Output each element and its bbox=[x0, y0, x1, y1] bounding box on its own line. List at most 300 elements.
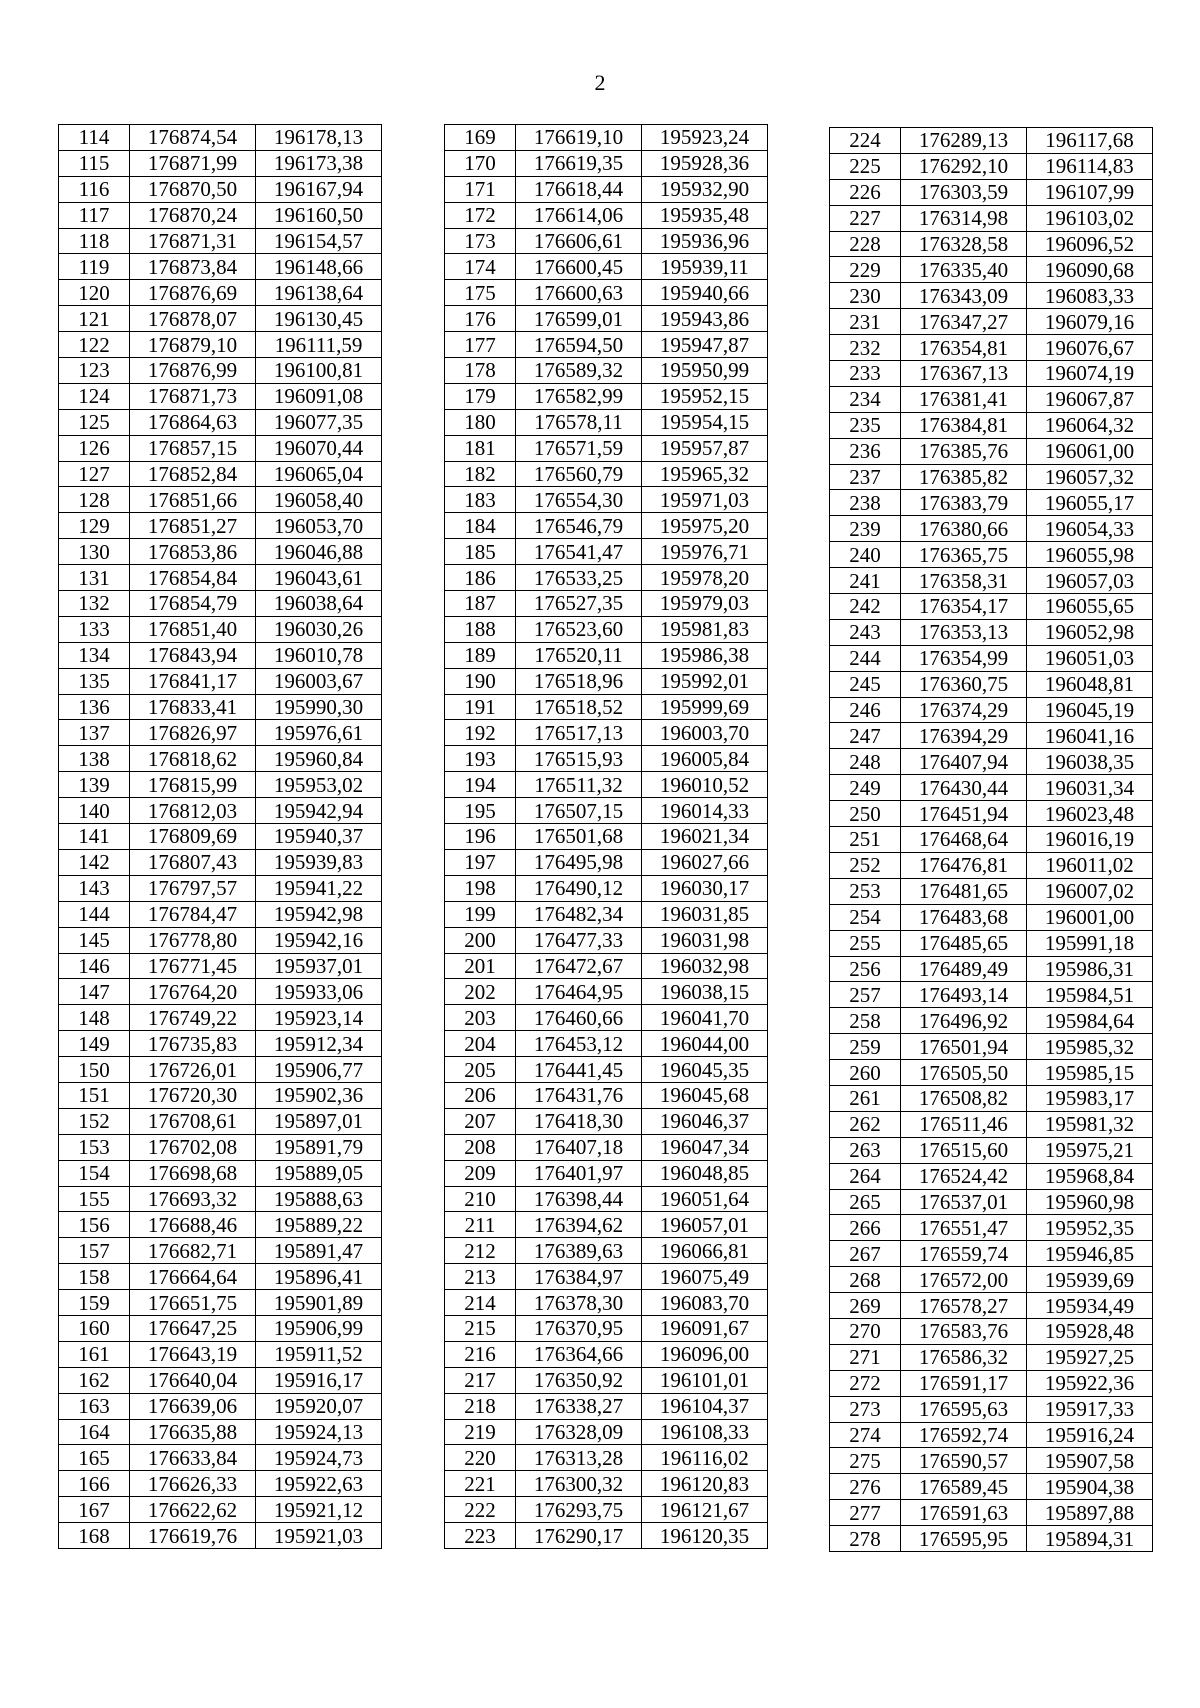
table-row bbox=[59, 409, 382, 435]
table-row bbox=[59, 746, 382, 772]
table-row bbox=[830, 697, 1153, 723]
table-row bbox=[830, 1474, 1153, 1500]
y-coordinate-cell: 196048,85 bbox=[642, 1160, 768, 1186]
table-row bbox=[59, 435, 382, 461]
table-row bbox=[830, 257, 1153, 283]
y-coordinate-cell: 195943,86 bbox=[642, 306, 768, 332]
y-coordinate-cell: 195960,84 bbox=[256, 746, 382, 772]
point-number-cell: 182 bbox=[445, 461, 516, 487]
table-row bbox=[445, 539, 768, 565]
table-row bbox=[59, 772, 382, 798]
x-coordinate-cell: 176511,46 bbox=[901, 1111, 1027, 1137]
x-coordinate-cell: 176464,95 bbox=[516, 979, 642, 1005]
y-coordinate-cell: 196055,65 bbox=[1027, 594, 1153, 620]
y-coordinate-cell: 195922,63 bbox=[256, 1471, 382, 1497]
point-number-cell: 142 bbox=[59, 849, 130, 875]
point-number-cell: 193 bbox=[445, 746, 516, 772]
x-coordinate-cell: 176854,79 bbox=[130, 591, 256, 617]
table-row bbox=[445, 953, 768, 979]
point-number-cell: 226 bbox=[830, 179, 901, 205]
coordinates-table-2 bbox=[444, 124, 768, 1549]
y-coordinate-cell: 196116,02 bbox=[642, 1445, 768, 1471]
y-coordinate-cell: 196117,68 bbox=[1027, 128, 1153, 154]
point-number-cell: 123 bbox=[59, 358, 130, 384]
point-number-cell: 124 bbox=[59, 383, 130, 409]
y-coordinate-cell: 195941,22 bbox=[256, 875, 382, 901]
point-number-cell: 180 bbox=[445, 409, 516, 435]
x-coordinate-cell: 176864,63 bbox=[130, 409, 256, 435]
point-number-cell: 145 bbox=[59, 927, 130, 953]
y-coordinate-cell: 195896,41 bbox=[256, 1264, 382, 1290]
y-coordinate-cell: 195891,79 bbox=[256, 1134, 382, 1160]
x-coordinate-cell: 176364,66 bbox=[516, 1341, 642, 1367]
x-coordinate-cell: 176468,64 bbox=[901, 827, 1027, 853]
table-row bbox=[830, 1189, 1153, 1215]
y-coordinate-cell: 196077,35 bbox=[256, 409, 382, 435]
point-number-cell: 255 bbox=[830, 930, 901, 956]
table-row bbox=[830, 361, 1153, 387]
x-coordinate-cell: 176496,92 bbox=[901, 1008, 1027, 1034]
table-row bbox=[59, 383, 382, 409]
x-coordinate-cell: 176619,10 bbox=[516, 125, 642, 151]
y-coordinate-cell: 196096,00 bbox=[642, 1341, 768, 1367]
x-coordinate-cell: 176370,95 bbox=[516, 1315, 642, 1341]
y-coordinate-cell: 196120,83 bbox=[642, 1471, 768, 1497]
y-coordinate-cell: 195991,18 bbox=[1027, 930, 1153, 956]
y-coordinate-cell: 196021,34 bbox=[642, 824, 768, 850]
point-number-cell: 196 bbox=[445, 824, 516, 850]
point-number-cell: 150 bbox=[59, 1057, 130, 1083]
point-number-cell: 115 bbox=[59, 150, 130, 176]
table-row bbox=[445, 125, 768, 151]
y-coordinate-cell: 195985,15 bbox=[1027, 1060, 1153, 1086]
y-coordinate-cell: 196047,34 bbox=[642, 1134, 768, 1160]
point-number-cell: 143 bbox=[59, 875, 130, 901]
x-coordinate-cell: 176523,60 bbox=[516, 616, 642, 642]
point-number-cell: 218 bbox=[445, 1393, 516, 1419]
point-number-cell: 117 bbox=[59, 202, 130, 228]
table-row bbox=[830, 775, 1153, 801]
table-row bbox=[830, 1008, 1153, 1034]
point-number-cell: 259 bbox=[830, 1034, 901, 1060]
point-number-cell: 179 bbox=[445, 383, 516, 409]
y-coordinate-cell: 195889,22 bbox=[256, 1212, 382, 1238]
table-row bbox=[59, 150, 382, 176]
x-coordinate-cell: 176618,44 bbox=[516, 176, 642, 202]
x-coordinate-cell: 176826,97 bbox=[130, 720, 256, 746]
x-coordinate-cell: 176807,43 bbox=[130, 849, 256, 875]
point-number-cell: 210 bbox=[445, 1186, 516, 1212]
table-row bbox=[445, 1523, 768, 1549]
table-row bbox=[445, 202, 768, 228]
table-row bbox=[59, 875, 382, 901]
y-coordinate-cell: 196107,99 bbox=[1027, 179, 1153, 205]
table-row bbox=[445, 901, 768, 927]
point-number-cell: 219 bbox=[445, 1419, 516, 1445]
point-number-cell: 147 bbox=[59, 979, 130, 1005]
table-row bbox=[445, 1134, 768, 1160]
x-coordinate-cell: 176354,99 bbox=[901, 645, 1027, 671]
coordinates-table-1 bbox=[58, 124, 382, 1549]
x-coordinate-cell: 176507,15 bbox=[516, 798, 642, 824]
point-number-cell: 156 bbox=[59, 1212, 130, 1238]
x-coordinate-cell: 176589,45 bbox=[901, 1474, 1027, 1500]
point-number-cell: 198 bbox=[445, 875, 516, 901]
x-coordinate-cell: 176378,30 bbox=[516, 1290, 642, 1316]
table-row bbox=[445, 772, 768, 798]
x-coordinate-cell: 176874,54 bbox=[130, 125, 256, 151]
point-number-cell: 211 bbox=[445, 1212, 516, 1238]
point-number-cell: 197 bbox=[445, 849, 516, 875]
point-number-cell: 250 bbox=[830, 801, 901, 827]
x-coordinate-cell: 176554,30 bbox=[516, 487, 642, 513]
table-row bbox=[830, 283, 1153, 309]
y-coordinate-cell: 196148,66 bbox=[256, 254, 382, 280]
y-coordinate-cell: 196005,84 bbox=[642, 746, 768, 772]
point-number-cell: 146 bbox=[59, 953, 130, 979]
x-coordinate-cell: 176589,32 bbox=[516, 358, 642, 384]
y-coordinate-cell: 195939,83 bbox=[256, 849, 382, 875]
point-number-cell: 260 bbox=[830, 1060, 901, 1086]
y-coordinate-cell: 196045,35 bbox=[642, 1057, 768, 1083]
table-row bbox=[445, 513, 768, 539]
y-coordinate-cell: 196055,98 bbox=[1027, 542, 1153, 568]
point-number-cell: 204 bbox=[445, 1031, 516, 1057]
table-row bbox=[445, 306, 768, 332]
y-coordinate-cell: 196101,01 bbox=[642, 1367, 768, 1393]
point-number-cell: 129 bbox=[59, 513, 130, 539]
table-row bbox=[830, 1111, 1153, 1137]
x-coordinate-cell: 176490,12 bbox=[516, 875, 642, 901]
y-coordinate-cell: 196120,35 bbox=[642, 1523, 768, 1549]
table-row bbox=[445, 280, 768, 306]
x-coordinate-cell: 176527,35 bbox=[516, 591, 642, 617]
x-coordinate-cell: 176335,40 bbox=[901, 257, 1027, 283]
point-number-cell: 258 bbox=[830, 1008, 901, 1034]
table-row bbox=[830, 982, 1153, 1008]
y-coordinate-cell: 196046,88 bbox=[256, 539, 382, 565]
x-coordinate-cell: 176394,29 bbox=[901, 723, 1027, 749]
x-coordinate-cell: 176735,83 bbox=[130, 1031, 256, 1057]
point-number-cell: 160 bbox=[59, 1315, 130, 1341]
x-coordinate-cell: 176537,01 bbox=[901, 1189, 1027, 1215]
x-coordinate-cell: 176664,64 bbox=[130, 1264, 256, 1290]
x-coordinate-cell: 176871,99 bbox=[130, 150, 256, 176]
y-coordinate-cell: 195906,99 bbox=[256, 1315, 382, 1341]
x-coordinate-cell: 176517,13 bbox=[516, 720, 642, 746]
x-coordinate-cell: 176720,30 bbox=[130, 1082, 256, 1108]
x-coordinate-cell: 176313,28 bbox=[516, 1445, 642, 1471]
y-coordinate-cell: 195981,83 bbox=[642, 616, 768, 642]
y-coordinate-cell: 195939,69 bbox=[1027, 1267, 1153, 1293]
table-row bbox=[59, 591, 382, 617]
x-coordinate-cell: 176353,13 bbox=[901, 619, 1027, 645]
y-coordinate-cell: 195976,61 bbox=[256, 720, 382, 746]
x-coordinate-cell: 176726,01 bbox=[130, 1057, 256, 1083]
y-coordinate-cell: 195942,98 bbox=[256, 901, 382, 927]
x-coordinate-cell: 176591,63 bbox=[901, 1500, 1027, 1526]
y-coordinate-cell: 196031,98 bbox=[642, 927, 768, 953]
x-coordinate-cell: 176626,33 bbox=[130, 1471, 256, 1497]
point-number-cell: 190 bbox=[445, 668, 516, 694]
x-coordinate-cell: 176493,14 bbox=[901, 982, 1027, 1008]
x-coordinate-cell: 176483,68 bbox=[901, 904, 1027, 930]
x-coordinate-cell: 176520,11 bbox=[516, 642, 642, 668]
y-coordinate-cell: 196138,64 bbox=[256, 280, 382, 306]
y-coordinate-cell: 196016,19 bbox=[1027, 827, 1153, 853]
y-coordinate-cell: 196010,52 bbox=[642, 772, 768, 798]
table-row bbox=[830, 671, 1153, 697]
point-number-cell: 171 bbox=[445, 176, 516, 202]
y-coordinate-cell: 195891,47 bbox=[256, 1238, 382, 1264]
table-row bbox=[830, 1241, 1153, 1267]
point-number-cell: 122 bbox=[59, 332, 130, 358]
table-row bbox=[445, 1186, 768, 1212]
x-coordinate-cell: 176533,25 bbox=[516, 565, 642, 591]
x-coordinate-cell: 176812,03 bbox=[130, 798, 256, 824]
y-coordinate-cell: 195952,15 bbox=[642, 383, 768, 409]
point-number-cell: 130 bbox=[59, 539, 130, 565]
table-row bbox=[830, 1500, 1153, 1526]
point-number-cell: 275 bbox=[830, 1448, 901, 1474]
y-coordinate-cell: 196038,64 bbox=[256, 591, 382, 617]
table-row bbox=[830, 1085, 1153, 1111]
y-coordinate-cell: 196011,02 bbox=[1027, 852, 1153, 878]
x-coordinate-cell: 176367,13 bbox=[901, 361, 1027, 387]
x-coordinate-cell: 176472,67 bbox=[516, 953, 642, 979]
table-row bbox=[59, 1160, 382, 1186]
table-row bbox=[59, 1367, 382, 1393]
table-row bbox=[445, 875, 768, 901]
y-coordinate-cell: 196014,33 bbox=[642, 798, 768, 824]
point-number-cell: 268 bbox=[830, 1267, 901, 1293]
x-coordinate-cell: 176347,27 bbox=[901, 309, 1027, 335]
point-number-cell: 134 bbox=[59, 642, 130, 668]
y-coordinate-cell: 195924,73 bbox=[256, 1445, 382, 1471]
table-row bbox=[59, 176, 382, 202]
x-coordinate-cell: 176590,57 bbox=[901, 1448, 1027, 1474]
x-coordinate-cell: 176853,86 bbox=[130, 539, 256, 565]
point-number-cell: 264 bbox=[830, 1163, 901, 1189]
point-number-cell: 214 bbox=[445, 1290, 516, 1316]
point-number-cell: 170 bbox=[445, 150, 516, 176]
x-coordinate-cell: 176572,00 bbox=[901, 1267, 1027, 1293]
point-number-cell: 149 bbox=[59, 1031, 130, 1057]
y-coordinate-cell: 195921,12 bbox=[256, 1497, 382, 1523]
point-number-cell: 144 bbox=[59, 901, 130, 927]
x-coordinate-cell: 176293,75 bbox=[516, 1497, 642, 1523]
x-coordinate-cell: 176289,13 bbox=[901, 128, 1027, 154]
x-coordinate-cell: 176354,17 bbox=[901, 594, 1027, 620]
y-coordinate-cell: 195888,63 bbox=[256, 1186, 382, 1212]
table-row bbox=[59, 720, 382, 746]
x-coordinate-cell: 176778,80 bbox=[130, 927, 256, 953]
x-coordinate-cell: 176482,34 bbox=[516, 901, 642, 927]
table-row bbox=[445, 358, 768, 384]
point-number-cell: 238 bbox=[830, 490, 901, 516]
y-coordinate-cell: 196090,68 bbox=[1027, 257, 1153, 283]
y-coordinate-cell: 196070,44 bbox=[256, 435, 382, 461]
point-number-cell: 157 bbox=[59, 1238, 130, 1264]
table-row bbox=[830, 723, 1153, 749]
y-coordinate-cell: 196130,45 bbox=[256, 306, 382, 332]
point-number-cell: 120 bbox=[59, 280, 130, 306]
table-row bbox=[830, 464, 1153, 490]
x-coordinate-cell: 176451,94 bbox=[901, 801, 1027, 827]
x-coordinate-cell: 176851,66 bbox=[130, 487, 256, 513]
y-coordinate-cell: 195981,32 bbox=[1027, 1111, 1153, 1137]
y-coordinate-cell: 196045,68 bbox=[642, 1082, 768, 1108]
x-coordinate-cell: 176871,73 bbox=[130, 383, 256, 409]
y-coordinate-cell: 196032,98 bbox=[642, 953, 768, 979]
table-row bbox=[445, 1419, 768, 1445]
point-number-cell: 167 bbox=[59, 1497, 130, 1523]
table-row bbox=[445, 720, 768, 746]
y-coordinate-cell: 195940,37 bbox=[256, 824, 382, 850]
y-coordinate-cell: 195921,03 bbox=[256, 1523, 382, 1549]
x-coordinate-cell: 176384,81 bbox=[901, 412, 1027, 438]
table-row bbox=[830, 128, 1153, 154]
table-row bbox=[59, 306, 382, 332]
point-number-cell: 132 bbox=[59, 591, 130, 617]
x-coordinate-cell: 176591,17 bbox=[901, 1370, 1027, 1396]
table-row bbox=[830, 878, 1153, 904]
y-coordinate-cell: 196160,50 bbox=[256, 202, 382, 228]
table-row bbox=[59, 358, 382, 384]
x-coordinate-cell: 176343,09 bbox=[901, 283, 1027, 309]
point-number-cell: 257 bbox=[830, 982, 901, 1008]
x-coordinate-cell: 176647,25 bbox=[130, 1315, 256, 1341]
x-coordinate-cell: 176290,17 bbox=[516, 1523, 642, 1549]
x-coordinate-cell: 176771,45 bbox=[130, 953, 256, 979]
table-row bbox=[445, 1315, 768, 1341]
x-coordinate-cell: 176560,79 bbox=[516, 461, 642, 487]
y-coordinate-cell: 195953,02 bbox=[256, 772, 382, 798]
x-coordinate-cell: 176639,06 bbox=[130, 1393, 256, 1419]
x-coordinate-cell: 176360,75 bbox=[901, 671, 1027, 697]
point-number-cell: 119 bbox=[59, 254, 130, 280]
table-row bbox=[830, 1060, 1153, 1086]
x-coordinate-cell: 176582,99 bbox=[516, 383, 642, 409]
table-row bbox=[59, 616, 382, 642]
x-coordinate-cell: 176614,06 bbox=[516, 202, 642, 228]
table-row bbox=[445, 228, 768, 254]
point-number-cell: 135 bbox=[59, 668, 130, 694]
point-number-cell: 224 bbox=[830, 128, 901, 154]
table-row bbox=[830, 335, 1153, 361]
table-row bbox=[59, 1445, 382, 1471]
y-coordinate-cell: 195952,35 bbox=[1027, 1215, 1153, 1241]
y-coordinate-cell: 196023,48 bbox=[1027, 801, 1153, 827]
table-row bbox=[830, 956, 1153, 982]
table-row bbox=[830, 645, 1153, 671]
point-number-cell: 203 bbox=[445, 1005, 516, 1031]
x-coordinate-cell: 176873,84 bbox=[130, 254, 256, 280]
x-coordinate-cell: 176764,20 bbox=[130, 979, 256, 1005]
point-number-cell: 213 bbox=[445, 1264, 516, 1290]
y-coordinate-cell: 195917,33 bbox=[1027, 1396, 1153, 1422]
y-coordinate-cell: 195937,01 bbox=[256, 953, 382, 979]
table-row bbox=[445, 1471, 768, 1497]
x-coordinate-cell: 176489,49 bbox=[901, 956, 1027, 982]
table-row bbox=[830, 231, 1153, 257]
x-coordinate-cell: 176518,96 bbox=[516, 668, 642, 694]
point-number-cell: 242 bbox=[830, 594, 901, 620]
x-coordinate-cell: 176381,41 bbox=[901, 386, 1027, 412]
table-row bbox=[59, 824, 382, 850]
point-number-cell: 199 bbox=[445, 901, 516, 927]
point-number-cell: 239 bbox=[830, 516, 901, 542]
point-number-cell: 269 bbox=[830, 1293, 901, 1319]
table-row bbox=[830, 1344, 1153, 1370]
point-number-cell: 192 bbox=[445, 720, 516, 746]
y-coordinate-cell: 196076,67 bbox=[1027, 335, 1153, 361]
x-coordinate-cell: 176797,57 bbox=[130, 875, 256, 901]
table-row bbox=[59, 1471, 382, 1497]
point-number-cell: 232 bbox=[830, 335, 901, 361]
y-coordinate-cell: 195897,01 bbox=[256, 1108, 382, 1134]
point-number-cell: 206 bbox=[445, 1082, 516, 1108]
y-coordinate-cell: 195922,36 bbox=[1027, 1370, 1153, 1396]
table-row bbox=[59, 979, 382, 1005]
table-row bbox=[59, 901, 382, 927]
point-number-cell: 247 bbox=[830, 723, 901, 749]
table-row bbox=[830, 205, 1153, 231]
x-coordinate-cell: 176515,93 bbox=[516, 746, 642, 772]
point-number-cell: 191 bbox=[445, 694, 516, 720]
x-coordinate-cell: 176495,98 bbox=[516, 849, 642, 875]
table-row bbox=[830, 1396, 1153, 1422]
point-number-cell: 220 bbox=[445, 1445, 516, 1471]
table-row bbox=[59, 1031, 382, 1057]
point-number-cell: 173 bbox=[445, 228, 516, 254]
y-coordinate-cell: 196053,70 bbox=[256, 513, 382, 539]
y-coordinate-cell: 195986,38 bbox=[642, 642, 768, 668]
table-row bbox=[445, 150, 768, 176]
x-coordinate-cell: 176385,76 bbox=[901, 438, 1027, 464]
table-row bbox=[445, 409, 768, 435]
x-coordinate-cell: 176505,50 bbox=[901, 1060, 1027, 1086]
point-number-cell: 244 bbox=[830, 645, 901, 671]
point-number-cell: 152 bbox=[59, 1108, 130, 1134]
point-number-cell: 189 bbox=[445, 642, 516, 668]
y-coordinate-cell: 195911,52 bbox=[256, 1341, 382, 1367]
point-number-cell: 141 bbox=[59, 824, 130, 850]
y-coordinate-cell: 195984,64 bbox=[1027, 1008, 1153, 1034]
table-row bbox=[59, 798, 382, 824]
table-row bbox=[830, 153, 1153, 179]
point-number-cell: 201 bbox=[445, 953, 516, 979]
y-coordinate-cell: 196030,26 bbox=[256, 616, 382, 642]
y-coordinate-cell: 195960,98 bbox=[1027, 1189, 1153, 1215]
x-coordinate-cell: 176852,84 bbox=[130, 461, 256, 487]
point-number-cell: 184 bbox=[445, 513, 516, 539]
table-row bbox=[445, 1367, 768, 1393]
y-coordinate-cell: 195947,87 bbox=[642, 332, 768, 358]
table-row bbox=[59, 1057, 382, 1083]
x-coordinate-cell: 176599,01 bbox=[516, 306, 642, 332]
y-coordinate-cell: 196167,94 bbox=[256, 176, 382, 202]
table-row bbox=[59, 1134, 382, 1160]
table-row bbox=[445, 824, 768, 850]
table-row bbox=[59, 1005, 382, 1031]
point-number-cell: 136 bbox=[59, 694, 130, 720]
table-row bbox=[830, 1215, 1153, 1241]
y-coordinate-cell: 195983,17 bbox=[1027, 1085, 1153, 1111]
point-number-cell: 161 bbox=[59, 1341, 130, 1367]
table-row bbox=[59, 849, 382, 875]
table-row bbox=[445, 1341, 768, 1367]
